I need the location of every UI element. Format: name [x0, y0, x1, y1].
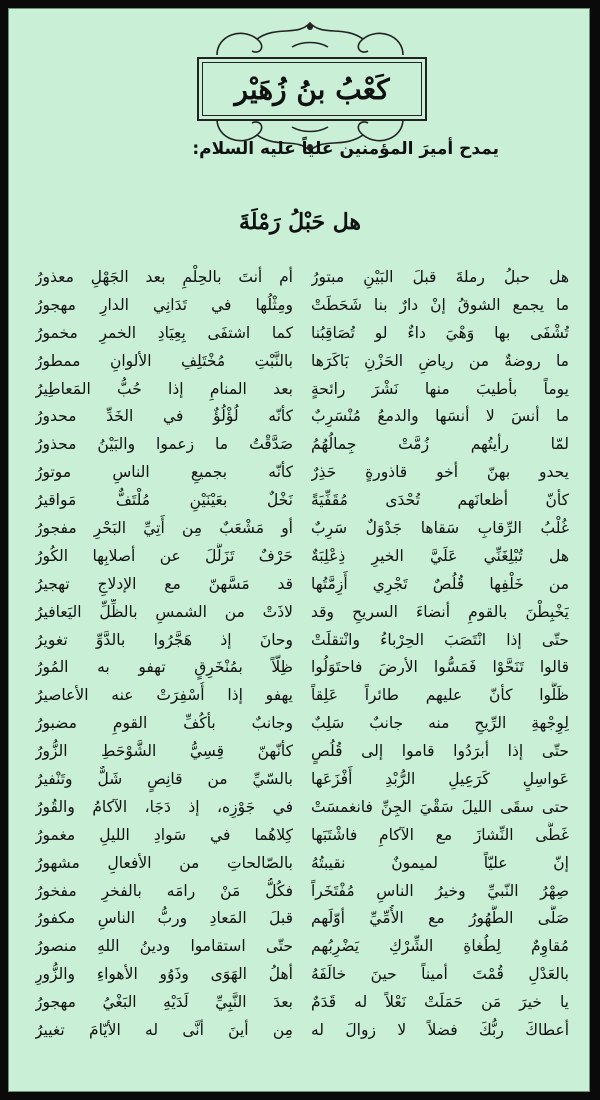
verse-second-hemistich: أو مَشْعَبٌ مِن أَتِيِّ البَحْرِ مفجورُ [35, 519, 293, 538]
top-ornament-icon [197, 17, 423, 57]
verse-first-hemistich: بالعَدْلِ قُمْتَ أميناً حينَ خالَفَهُ [311, 965, 569, 984]
verse-row [9, 543, 591, 571]
verse-row [9, 961, 591, 989]
verse-second-hemistich: حتّى استقاموا ودينُ اللهِ منصورُ [35, 937, 293, 956]
verse-second-hemistich: أم أنتَ بالحِلْمِ بعد الجَهْلِ معذورُ [35, 268, 293, 286]
verse-first-hemistich: ما يجمع الشوقُ إنْ دارٌ بنا شَحَطَتْ [311, 295, 569, 314]
verse-row [9, 348, 591, 376]
verse-row [9, 264, 591, 292]
verse-first-hemistich: يا خيرَ مَن حَمَلَتْ نَعْلاً له قَدَمٌ [311, 993, 569, 1012]
verse-second-hemistich: بالصّالحاتِ من الأفعالِ مشهورُ [35, 853, 293, 872]
verse-second-hemistich: بالسّيِّ من قانِصٍ شَلٌّ وتَنْفيرُ [35, 770, 293, 789]
verse-first-hemistich: لمّا رأيتُهم زُمَّتْ جِمالُهُمُ [311, 435, 569, 454]
verse-first-hemistich: مُقاوِمٌ لِطُغاةِ الشِّرْكِ يَضْرِبُهم [311, 937, 569, 956]
verse-row [9, 933, 591, 961]
verse-second-hemistich: بالنَّبْتِ مُخْتَلِفِ الألوانِ ممطورُ [35, 351, 293, 370]
verse-row [9, 878, 591, 906]
verse-second-hemistich: في جَوْزِه، إذ دَجَا، الآكامُ والقُورُ [35, 797, 293, 816]
verse-second-hemistich: قد مَسَّهنّ مع الإدلاجِ تهجيرُ [35, 574, 293, 593]
verse-second-hemistich: بعد المنامِ إذا حُبُّ المَعاطِيرُ [35, 379, 293, 398]
poem-verses [9, 264, 591, 1045]
verse-second-hemistich: كما اشتفَى بِعِيَادِ الخمرِ مخمورُ [35, 323, 293, 342]
verse-second-hemistich: نَخْلٌ بعَيْنَيْنِ مُلْتَفٌّ مَواقيرُ [35, 491, 293, 510]
verse-first-hemistich: يوماً بأطيبَ منها نَشْرَ رائحةٍ [311, 379, 569, 398]
verse-first-hemistich: أعطاكَ ربُّكَ فضلاً لا زوالَ له [311, 1021, 569, 1040]
verse-first-hemistich: عَواسِلٍ كَرَعِيلِ الرُّبْدِ أَفْزَعَها [311, 770, 569, 789]
verse-first-hemistich: غُلْبُ الرِّقابِ سَقاها جَدْوَلٌ سَرِبٌ [311, 519, 569, 538]
verse-second-hemistich: ظِلّاً بمُنْخَرِقٍ تهفو به المُورُ [35, 658, 293, 677]
verse-second-hemistich: حَرْفٌ تَزَلَّلَ عن أصلابِها الكُورُ [35, 546, 293, 565]
verse-second-hemistich: بعدَ النَّبِيِّ لَدَيْهِ البَغْيُ مهجورُ [35, 993, 293, 1012]
verse-second-hemistich: لاذَتْ من الشمسِ بالظِّلِّ اليَعافيرُ [35, 602, 293, 621]
verse-first-hemistich: من خَلْفِها قُلُصٌ تَجْرِي أَزِمَّتُها [311, 574, 569, 593]
verse-second-hemistich: أهلُ الهَوَى وذَوُو الأهواءِ والزُّورِ [35, 965, 293, 984]
verse-row [9, 515, 591, 543]
verse-row [9, 571, 591, 599]
verse-row [9, 710, 591, 738]
verse-row [9, 850, 591, 878]
verse-first-hemistich: يَخْبِطْنَ بالقومِ أنضاءَ السريحِ وقد [311, 602, 569, 621]
title-frame [197, 57, 427, 121]
verse-second-hemistich: قبلَ المَعادِ وربُّ الناسِ مكفورُ [35, 909, 293, 928]
verse-second-hemistich: مِن أينَ أنَّى له الأيّامَ تغييرُ [35, 1021, 293, 1040]
subtitle: يمدح أميرَ المؤمنين علياً عليه السلام: [192, 139, 499, 159]
verse-first-hemistich: صَلَّى الطَّهُورُ مع الأُمِّيِّ أوّلَهم [311, 909, 569, 928]
verse-first-hemistich: هل تُبْلِغَنِّي عَلَيَّ الخيرِ ذِعْلِبَةٌ [311, 546, 569, 565]
verse-row [9, 794, 591, 822]
verse-row [9, 654, 591, 682]
verse-second-hemistich: صَدَّقْتُ ما زعموا والبَيْنُ محذورُ [35, 435, 293, 454]
verse-row [9, 459, 591, 487]
verse-first-hemistich: كأنّ أظعانَهم تُحْدَى مُقَفِّيَةً [311, 491, 569, 510]
verse-row [9, 766, 591, 794]
verse-second-hemistich: كأنّهنّ قِسِيُّ الشَّوْحَطِ الزُّورُ [35, 742, 293, 761]
verse-first-hemistich: قالوا تَنَحَّوْا فَمَسُّوا الأرضَ فاحتَوَلُوا [311, 658, 569, 677]
verse-first-hemistich: ما روضةٌ من رياضِ الحَزْنِ بَاكَرَها [311, 351, 569, 370]
verse-row [9, 627, 591, 655]
verse-second-hemistich: وحانَ إذ هَجَّرُوا بالدَّوِّ تغويرُ [35, 630, 293, 649]
verse-row [9, 738, 591, 766]
verse-first-hemistich: حتى سقَى الليلَ سَقْيَ الجِنِّ فانغمسَتْ [311, 797, 569, 816]
verse-row [9, 487, 591, 515]
poem-title: هل حَبْلُ رَمْلَةَ [239, 209, 361, 235]
verse-first-hemistich: يحدو بهنّ أخو قاذورةٍ حَذِرٌ [311, 463, 569, 482]
verse-row [9, 682, 591, 710]
verse-row [9, 431, 591, 459]
verse-first-hemistich: هل حبلُ رملةَ قبلَ البَيْنِ مبتورُ [311, 268, 569, 286]
verse-second-hemistich: فكُلُّ مَنْ رامَه بالفخرِ مفخورُ [35, 881, 293, 900]
poet-name: كَعْبُ بنُ زُهَيْر [234, 72, 390, 106]
verse-second-hemistich: كِلاهُما في سَوادِ الليلِ مغمورُ [35, 825, 293, 844]
verse-row [9, 989, 591, 1017]
verse-second-hemistich: وجانبٌ بأكُفِّ القومِ مضبورُ [35, 714, 293, 733]
verse-first-hemistich: غَطَّى النِّشازَ مع الآكامِ فاشْتَبَها [311, 825, 569, 844]
verse-first-hemistich: حتّى إذا انْتَصَبَ الحِرْباءُ وانْتقلَتْ [311, 630, 569, 649]
verse-second-hemistich: يهفو إذا أُسْفِرَتْ عنه الأعاصيرُ [35, 686, 293, 705]
verse-row [9, 1017, 591, 1045]
verse-first-hemistich: حتّى إذا أبرَدُوا قاموا إلى قُلُصٍ [311, 742, 569, 761]
verse-first-hemistich: تُشْفَى بها وَهْيَ داءٌ لو تُصَاقِبُنا [311, 323, 569, 342]
verse-first-hemistich: إنّ عليّاً لميمونٌ نقيبتُهُ [311, 853, 569, 872]
verse-row [9, 320, 591, 348]
verse-second-hemistich: كأنّه بجميعِ الناسِ موتورُ [35, 463, 293, 482]
verse-first-hemistich: لِوِجْهةِ الرِّيحِ منه جانبٌ سَلِبٌ [311, 714, 569, 733]
verse-second-hemistich: ومِثْلُها في تَدَانِي الدارِ مهجورُ [35, 295, 293, 314]
verse-row [9, 822, 591, 850]
verse-row [9, 403, 591, 431]
verse-row [9, 292, 591, 320]
verse-first-hemistich: صِهْرُ النّبيِّ وخيرُ الناسِ مُفْتَخَراً [311, 881, 569, 900]
verse-second-hemistich: كأنّه لُؤْلُؤٌ في الخَدِّ محدورُ [35, 407, 293, 426]
verse-row [9, 376, 591, 404]
verse-first-hemistich: ظَلُّوا كأنّ عليهم طائراً عَلِقاً [311, 686, 569, 705]
verse-row [9, 599, 591, 627]
verse-row [9, 905, 591, 933]
verse-first-hemistich: ما أنسَ لا أنسَها والدمعُ مُنْسَرِبٌ [311, 407, 569, 426]
book-page [8, 8, 590, 1092]
